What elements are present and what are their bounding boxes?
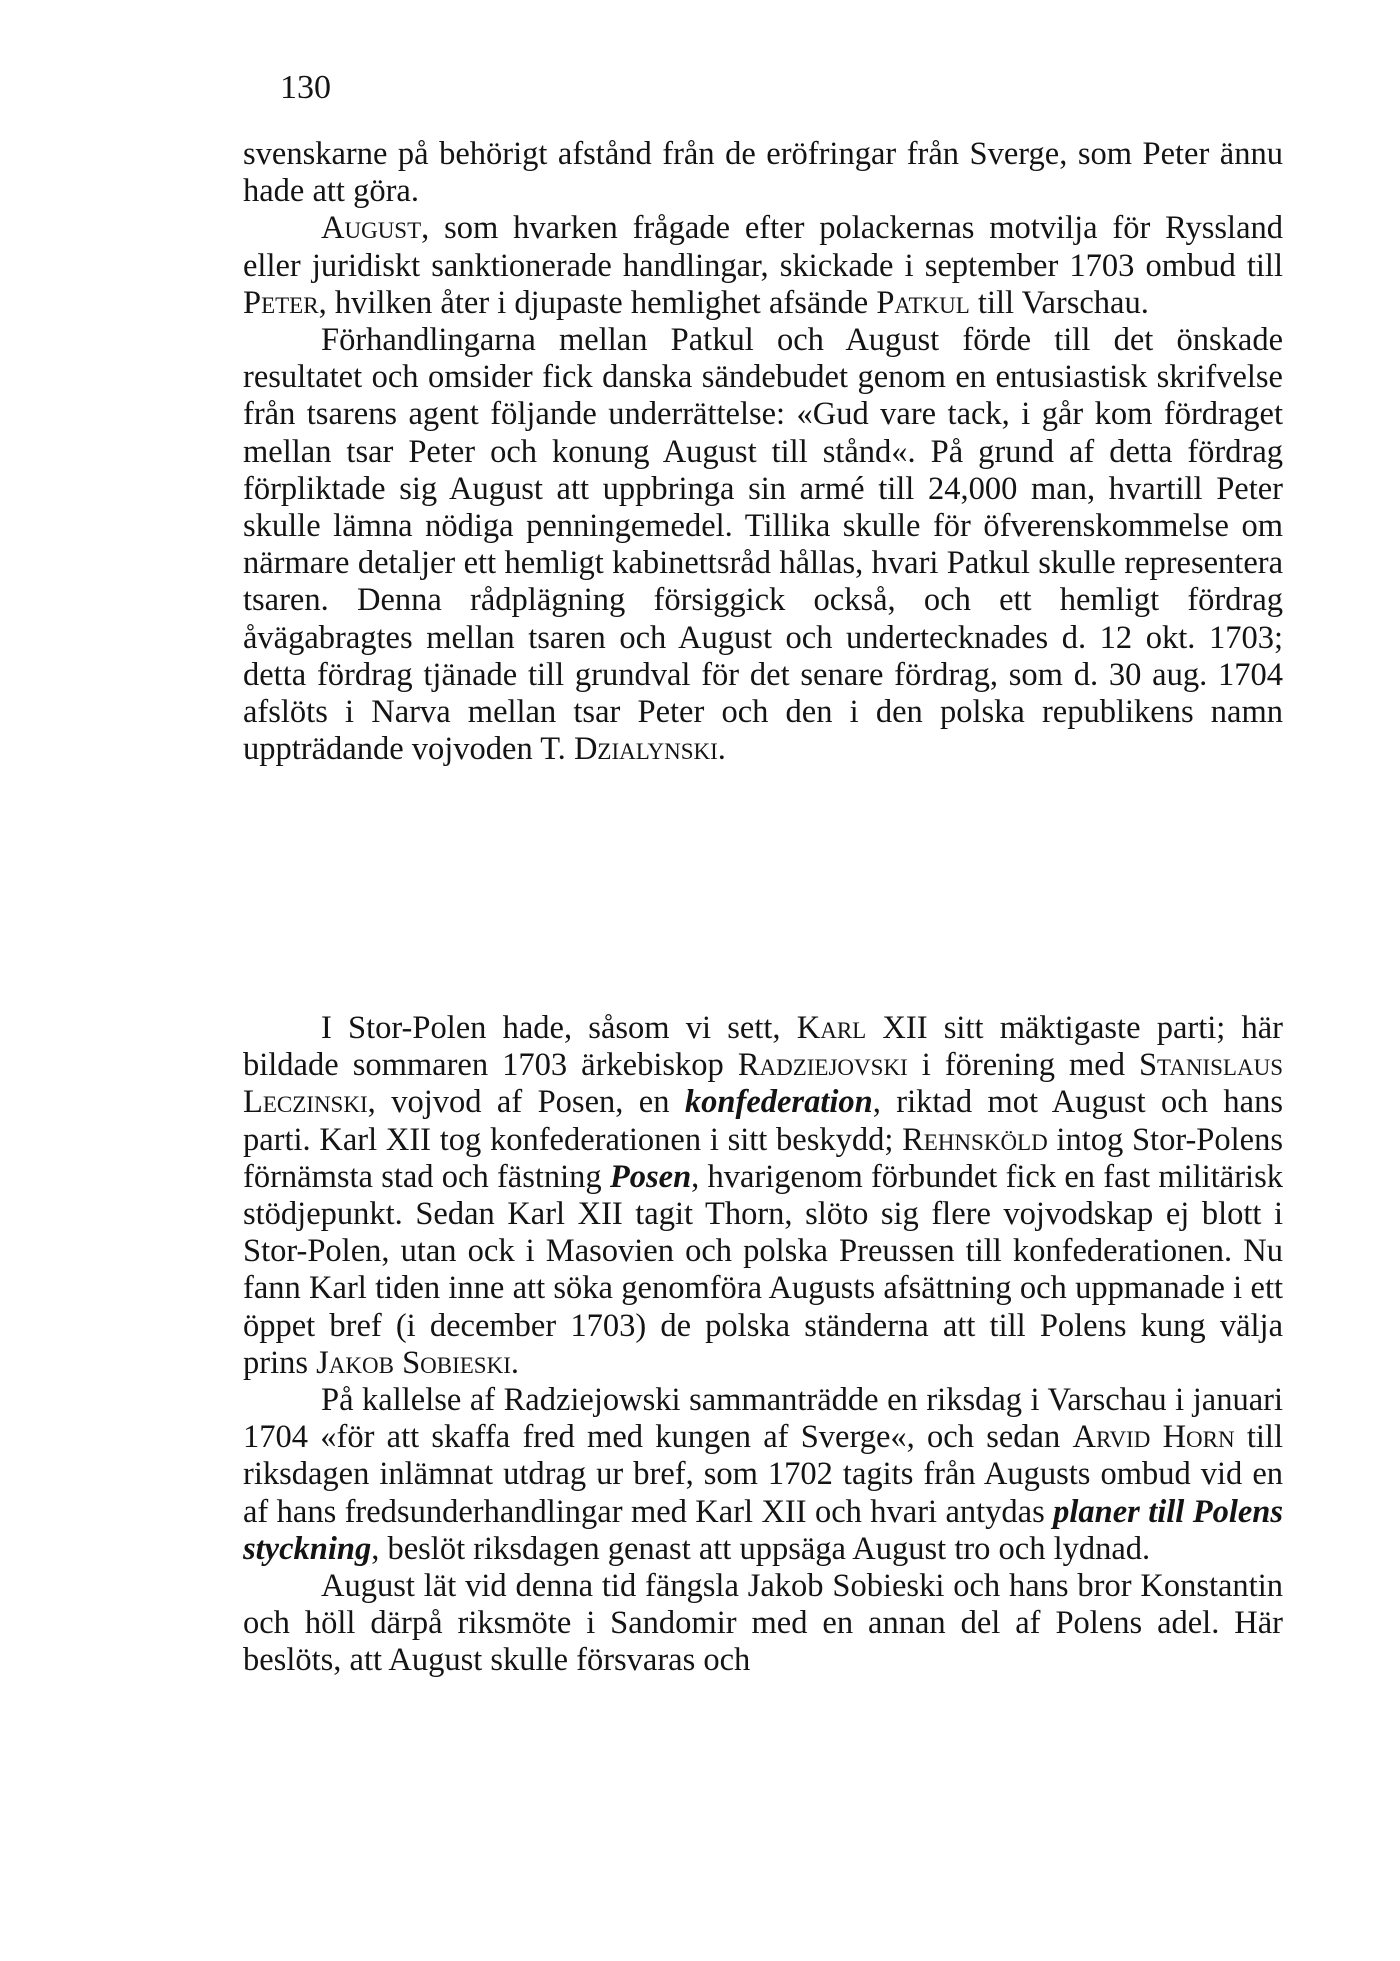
name-karl: Karl [796,1010,867,1046]
text-span: till riksdagen inlämnat utdrag ur bref, som 1702 tagits från Augusts ombud vid en af hans fredsunderhandlingar med Karl XII och hvari antydas [243,1419,1283,1530]
text-block-upper [243,136,1283,768]
name-jakob-sobieski: Jakob Sobieski. [316,1344,519,1381]
name-dzialynski: Dzialynski. [573,731,726,768]
text-span: XII sitt mäktigaste parti; här bildade sommaren 1703 ärkebiskop [243,1010,1283,1084]
name-rehnskold: Rehnsköld [902,1121,1048,1158]
name-stanislaus-leczinski: Stanislaus Leczinski [243,1047,1283,1121]
text-span: I Stor-Polen hade, såsom vi sett, [321,1010,797,1046]
text-span: , hvarigenom förbundet fick en fast militärisk stödjepunkt. Sedan Karl XII tagit Thorn, slöto sig flere vojvodskap ej blott i Stor-Polen, utan ock i Masovien och polska Preussen till konfederationen. Nu fann Karl tiden inne att söka genomföra Augusts afsättning och uppmanade i ett öppet bref (i december 1703) de polska ständerna att till Polens kung välja prins [243,1158,1283,1381]
text-span: , som hvarken frågade efter polackernas motvilja för Ryssland eller juridiskt sanktionerade handlingar, skickade i september 1703 ombud till [243,210,1283,284]
text-span: , hvilken åter i djupaste hemlighet afsände [318,284,877,321]
paragraph-5 [243,1382,1283,1568]
paragraph-2 [243,210,1283,322]
name-peter: Peter [243,284,319,321]
paragraph-1: svenskarne på behörigt afstånd från de eröfringar från Sverge, som Peter ännu hade att göra. [243,136,1283,210]
name-august: August [321,210,422,247]
name-radziejovski: Radziejovski [737,1047,908,1084]
text-span: i förening med [907,1047,1139,1084]
text-span: På kallelse af Radziejowski sammanträdde en riksdag i Varschau i januari 1704 «för att skaffa fred med kungen af Sverge«, och sedan [243,1382,1283,1456]
asterism-separator [640,915,880,975]
text-block-lower [243,1010,1283,1680]
text-span: Förhandlingarna mellan Patkul och August förde till det önskade resultatet och omsider fick danska sändebudet genom en entusiastisk skrifvelse från tsarens agent följande underrättelse: «Gud vare tack, i går kom fördraget mellan tsar Peter och konung August till stånd«. På grund af detta fördrag förpliktade sig August att uppbringa sin armé till 24,000 man, hvartill Peter skulle lämna nödiga penningemedel. Tillika skulle för öfverenskommelse om närmare detaljer ett hemligt kabinettsråd hållas, hvari Patkul skulle representera tsaren. Denna rådplägning försiggick också, och ett hemligt fördrag åvägabragtes mellan tsaren och August och undertecknades d. 12 okt. 1703; detta fördrag tjänade till grundval för det senare fördrag, som d. 30 aug. 1704 afslöts i Narva mellan tsar Peter och den i den polska republikens namn uppträdande vojvoden T. [243,322,1283,768]
emphasis-planer: planer till Polens styckning [243,1493,1283,1567]
paragraph-3 [243,322,1283,768]
text-span: , riktad mot August och hans parti. Karl XII tog konfederationen i sitt beskydd; [243,1084,1283,1158]
text-span: till Varschau. [969,284,1149,321]
text-span: intog Stor-Polens förnämsta stad och fästning [243,1121,1283,1195]
paragraph-4 [243,1010,1283,1382]
emphasis-posen: Posen [609,1158,692,1195]
paragraph-6: August lät vid denna tid fängsla Jakob Sobieski och hans bror Konstantin och höll därpå riksmöte i Sandomir med en annan del af Polens adel. Här beslöts, att August skulle försvaras och [243,1568,1283,1679]
name-patkul: Patkul [876,284,970,321]
name-arvid-horn: Arvid Horn [1072,1419,1235,1456]
text-span: , vojvod af Posen, en [367,1084,685,1121]
text-span: , beslöt riksdagen genast att uppsäga August tro och lydnad. [371,1530,1151,1567]
emphasis-konfederation: konfederation [684,1084,873,1121]
page-number: 130 [280,69,331,106]
